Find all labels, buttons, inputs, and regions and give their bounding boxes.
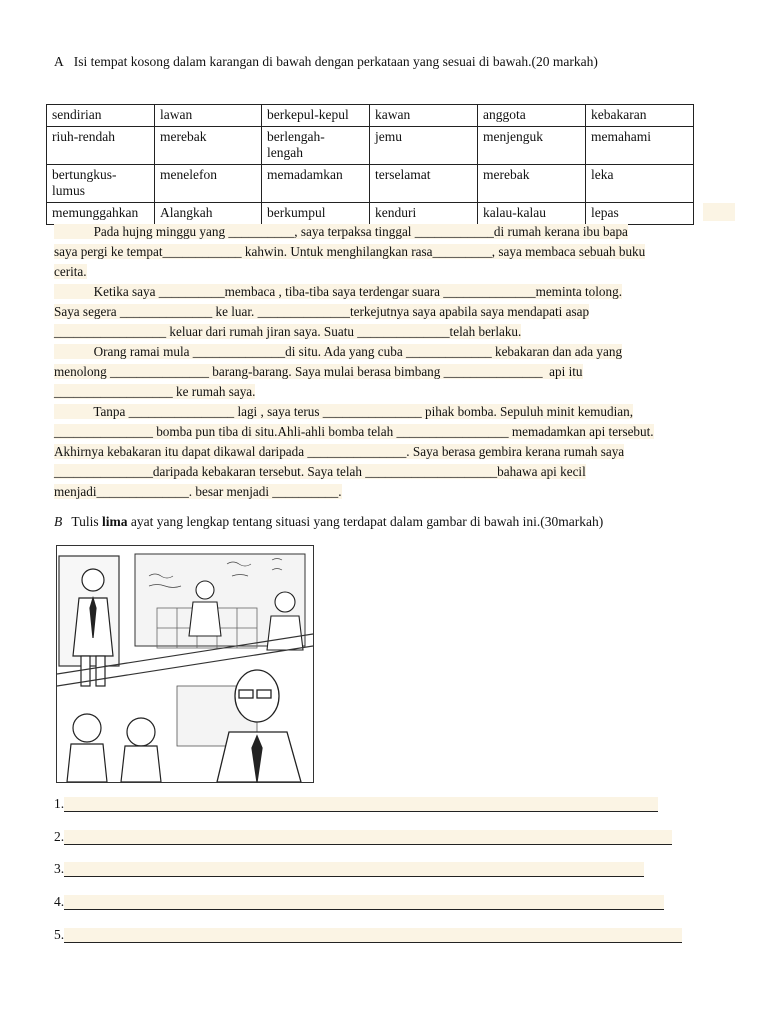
answer-blank[interactable] — [64, 830, 672, 845]
word-table-row — [47, 165, 694, 203]
word-table-cell: sendirian — [47, 105, 155, 127]
passage-line-text: _________________ keluar dari rumah jiran saya. Suatu ______________telah berlaku. — [54, 324, 522, 339]
passage-line — [54, 282, 754, 302]
word-table-cell: anggota — [478, 105, 586, 127]
answer-line-1[interactable] — [54, 796, 658, 816]
section-b-instruction-post: ayat yang lengkap tentang situasi yang terdapat dalam gambar di bawah ini.(30markah) — [130, 514, 604, 529]
passage-line-text: menjadi______________. besar menjadi __________. — [54, 484, 342, 499]
passage-line — [54, 262, 754, 282]
word-table-cell: lepas — [586, 203, 694, 225]
word-table-cell: kebakaran — [586, 105, 694, 127]
passage-line-text: Tanpa ________________ lagi , saya terus _______________ pihak bomba. Sepuluh minit kemudian, — [54, 404, 634, 419]
word-table-cell: jemu — [370, 127, 478, 165]
passage-line — [54, 382, 754, 402]
section-b-instruction-bold: lima — [102, 514, 128, 529]
word-table-cell: terselamat — [370, 165, 478, 203]
word-table-cell: menjenguk — [478, 127, 586, 165]
section-b-heading — [54, 514, 603, 530]
passage-line-text: menolong _______________ barang-barang. Saya mulai berasa bimbang _______________ api itu — [54, 364, 583, 379]
answer-blank[interactable] — [64, 928, 682, 943]
word-table — [46, 104, 694, 225]
essay-passage — [54, 222, 754, 502]
passage-line — [54, 302, 754, 322]
answer-line-2[interactable] — [54, 829, 672, 849]
passage-line-text: __________________ ke rumah saya. — [54, 384, 256, 399]
answer-number: 3. — [54, 861, 65, 876]
passage-line-text: Saya segera ______________ ke luar. ______________terkejutnya saya apabila saya mendapati asap — [54, 304, 590, 319]
word-table-cell: Alangkah — [155, 203, 262, 225]
word-table-cell: kawan — [370, 105, 478, 127]
passage-line — [54, 482, 754, 502]
word-table-cell: kalau-kalau — [478, 203, 586, 225]
passage-line — [54, 222, 754, 242]
answer-blank[interactable] — [64, 797, 658, 812]
highlight-mark — [703, 203, 735, 221]
word-table-cell: memadamkan — [262, 165, 370, 203]
passage-line-text: Pada hujng minggu yang __________, saya terpaksa tinggal ____________di rumah kerana ibu bapa — [54, 224, 628, 239]
word-table-cell: merebak — [478, 165, 586, 203]
passage-line — [54, 322, 754, 342]
answer-line-5[interactable] — [54, 927, 682, 947]
classroom-drawing — [57, 546, 313, 782]
passage-line — [54, 362, 754, 382]
word-table-cell: bertungkus- lumus — [47, 165, 155, 203]
word-table-cell: berkepul-kepul — [262, 105, 370, 127]
word-table-cell: menelefon — [155, 165, 262, 203]
passage-line-text: cerita. — [54, 264, 87, 279]
word-table-row — [47, 127, 694, 165]
section-b-instruction-pre: Tulis — [71, 514, 99, 529]
word-table-cell: merebak — [155, 127, 262, 165]
word-table-cell: lawan — [155, 105, 262, 127]
answer-number: 2. — [54, 829, 65, 844]
passage-line-text: saya pergi ke tempat____________ kahwin. Untuk menghilangkan rasa_________, saya membaca sebuah buku — [54, 244, 646, 259]
passage-line — [54, 462, 754, 482]
section-a-heading — [54, 54, 598, 70]
answer-blank[interactable] — [64, 862, 644, 877]
passage-line — [54, 342, 754, 362]
section-a-letter: A — [54, 54, 64, 69]
answer-number: 5. — [54, 927, 65, 942]
word-table-cell: kenduri — [370, 203, 478, 225]
word-table-cell: riuh-rendah — [47, 127, 155, 165]
answer-line-3[interactable] — [54, 861, 644, 881]
word-table-cell: leka — [586, 165, 694, 203]
classroom-illustration — [56, 545, 314, 783]
passage-line-text: _______________daripada kebakaran tersebut. Saya telah ____________________bahawa api kecil — [54, 464, 586, 479]
passage-line — [54, 402, 754, 422]
passage-line — [54, 442, 754, 462]
section-a-instruction: Isi tempat kosong dalam karangan di bawah dengan perkataan yang sesuai di bawah.(20 markah) — [73, 54, 598, 69]
passage-line-text: Orang ramai mula ______________di situ. Ada yang cuba _____________ kebakaran dan ada yang — [54, 344, 623, 359]
word-table-cell: berlengah- lengah — [262, 127, 370, 165]
word-table-cell: memahami — [586, 127, 694, 165]
passage-line-text: _______________ bomba pun tiba di situ.Ahli-ahli bomba telah _________________ memadamkan api tersebut. — [54, 424, 654, 439]
word-table-cell: memunggahkan — [47, 203, 155, 225]
answer-number: 1. — [54, 796, 65, 811]
answer-number: 4. — [54, 894, 65, 909]
answer-blank[interactable] — [64, 895, 664, 910]
passage-line-text: Akhirnya kebakaran itu dapat dikawal daripada _______________. Saya berasa gembira kerana rumah saya — [54, 444, 625, 459]
section-b-letter: B — [54, 514, 63, 529]
passage-line-text: Ketika saya __________membaca , tiba-tiba saya terdengar suara ______________meminta tolong. — [54, 284, 623, 299]
passage-line — [54, 242, 754, 262]
word-table-row — [47, 105, 694, 127]
word-table-cell: berkumpul — [262, 203, 370, 225]
answer-line-4[interactable] — [54, 894, 664, 914]
passage-line — [54, 422, 754, 442]
